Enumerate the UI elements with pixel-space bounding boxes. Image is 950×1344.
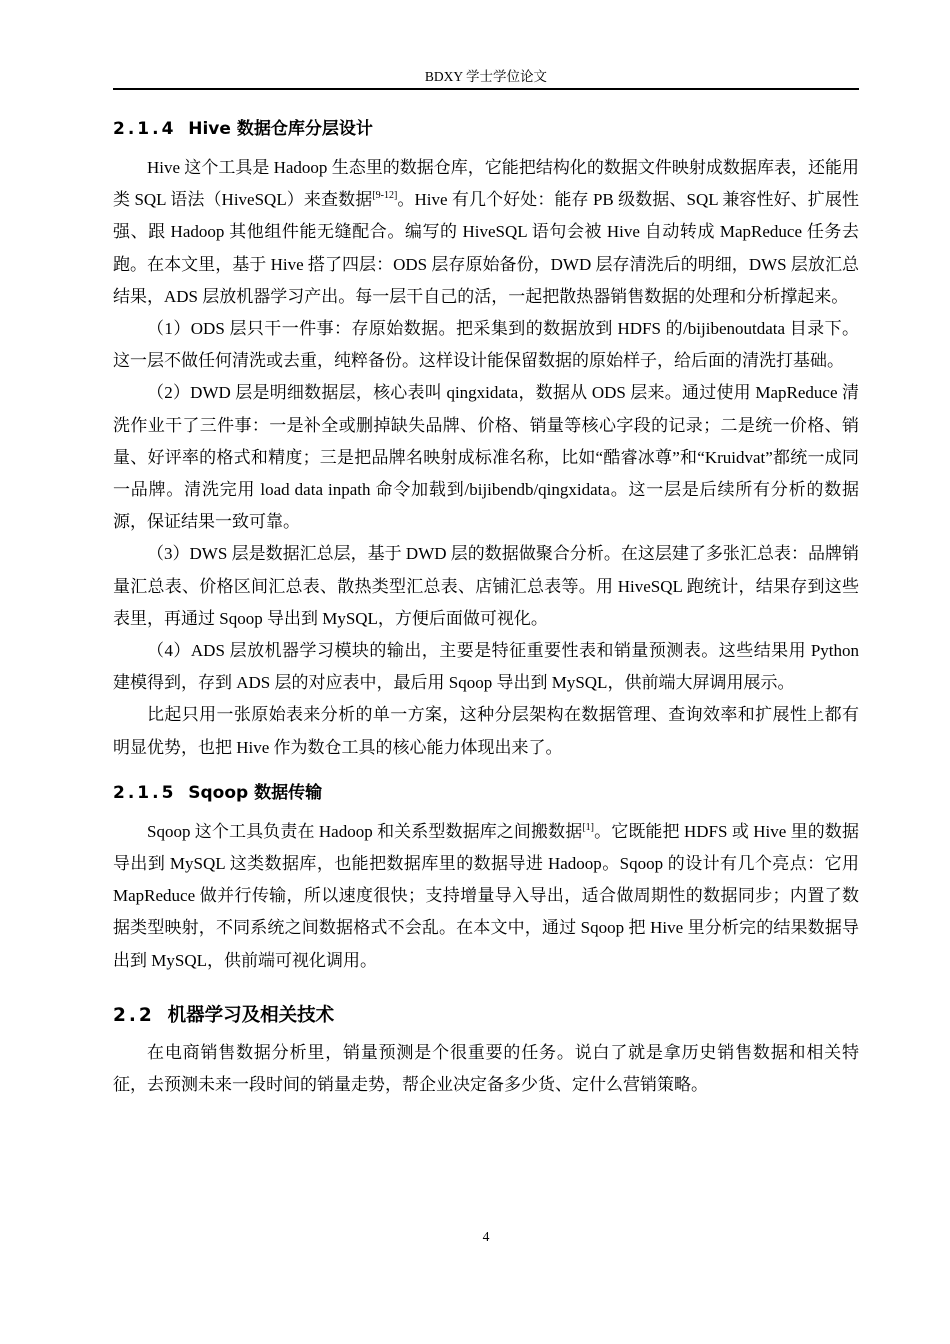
paragraph-layer-summary: 比起只用一张原始表来分析的单一方案，这种分层架构在数据管理、查询效率和扩展性上都有明显优势，也把 Hive 作为数仓工具的核心能力体现出来了。: [113, 705, 859, 757]
paragraph-text: 。它既能把 HDFS 或 Hive 里的数据导出到 MySQL 这类数据库，也能把数据库里的数据导进 Hadoop。Sqoop 的设计有几个亮点：它用 MapReduce 做并行传输，所以速度很快；支持增量导入导出，适合做周期性的数据同步；内置了数据类型映射，不同系统之间数据格式不会乱。在本文中，通过 Sqoop 把 Hive 里分析完的结果数据导出到 MySQL，供前端可视化调用。: [113, 821, 859, 970]
citation: [1]: [582, 821, 595, 833]
paragraph-dws-layer: （3）DWS 层是数据汇总层，基于 DWD 层的数据做聚合分析。在这层建了多张汇总表：品牌销量汇总表、价格区间汇总表、散热类型汇总表、店铺汇总表等。用 HiveSQL 跑统计，结果存到这些表里，再通过 Sqoop 导出到 MySQL，方便后面做可视化。: [113, 544, 859, 628]
section-heading-2-1-4: [113, 116, 859, 142]
paragraph-ml-intro: 在电商销售数据分析里，销量预测是个很重要的任务。说白了就是拿历史销售数据和相关特征，去预测未来一段时间的销量走势，帮企业决定备多少货、定什么营销策略。: [113, 1042, 859, 1095]
page-number: 4: [482, 1229, 490, 1244]
section-title: Sqoop 数据传输: [188, 782, 323, 803]
section-heading-2-2: [113, 1003, 859, 1029]
section-number: 2.1.4: [113, 119, 177, 139]
paragraph-sqoop-intro: [113, 816, 859, 977]
paragraph-text: Sqoop 这个工具负责在 Hadoop 和关系型数据库之间搬数据: [147, 821, 583, 841]
section-title: Hive 数据仓库分层设计: [188, 119, 373, 139]
running-header: BDXY 学士学位论文: [424, 69, 548, 84]
section-heading-2-1-5: [113, 780, 859, 806]
header-rule: [113, 88, 859, 90]
section-number: 2.2: [113, 1004, 155, 1026]
citation: [9-12]: [372, 190, 398, 202]
paragraph-text: Hive 这个工具是 Hadoop 生态里的数据仓库，它能把结构化的数据文件映射成数据库表，还能用类 SQL 语法（HiveSQL）来查数据: [113, 158, 859, 210]
page-body: [113, 116, 859, 1101]
paragraph-ads-layer: （4）ADS 层放机器学习模块的输出，主要是特征重要性表和销量预测表。这些结果用 Python 建模得到，存到 ADS 层的对应表中，最后用 Sqoop 导出到 MySQL，供前端大屏调用展示。: [113, 641, 859, 693]
section-number: 2.1.5: [113, 782, 177, 803]
section-title: 机器学习及相关技术: [167, 1004, 335, 1026]
paragraph-text: 。Hive 有几个好处：能存 PB 级数据、SQL 兼容性好、扩展性强、跟 Hadoop 其他组件能无缝配合。编写的 HiveSQL 语句会被 Hive 自动转成 MapReduce 任务去跑。在本文里，基于 Hive 搭了四层：ODS 层存原始备份，DWD 层存清洗后的明细，DWS 层放汇总结果，ADS 层放机器学习产出。每一层干自己的活，一起把散热器销售数据的处理和分析撑起来。: [113, 190, 859, 306]
paragraph-ods-layer: （1）ODS 层只干一件事：存原始数据。把采集到的数据放到 HDFS 的/bijibenoutdata 目录下。这一层不做任何清洗或去重，纯粹备份。这样设计能保留数据的原始样子，给后面的清洗打基础。: [113, 319, 859, 371]
paragraph-dwd-layer: （2）DWD 层是明细数据层，核心表叫 qingxidata，数据从 ODS 层来。通过使用 MapReduce 清洗作业干了三件事：一是补全或删掉缺失品牌、价格、销量等核心字段的记录；二是统一价格、销量、好评率的格式和精度；三是把品牌名映射成标准名称，比如“酷睿冰尊”和“Kruidvat”都统一成同一品牌。清洗完用 load data inpath 命令加载到/bijibendb/qingxidata。这一层是后续所有分析的数据源，保证结果一致可靠。: [113, 383, 859, 532]
paragraph-hive-intro: [113, 152, 859, 313]
